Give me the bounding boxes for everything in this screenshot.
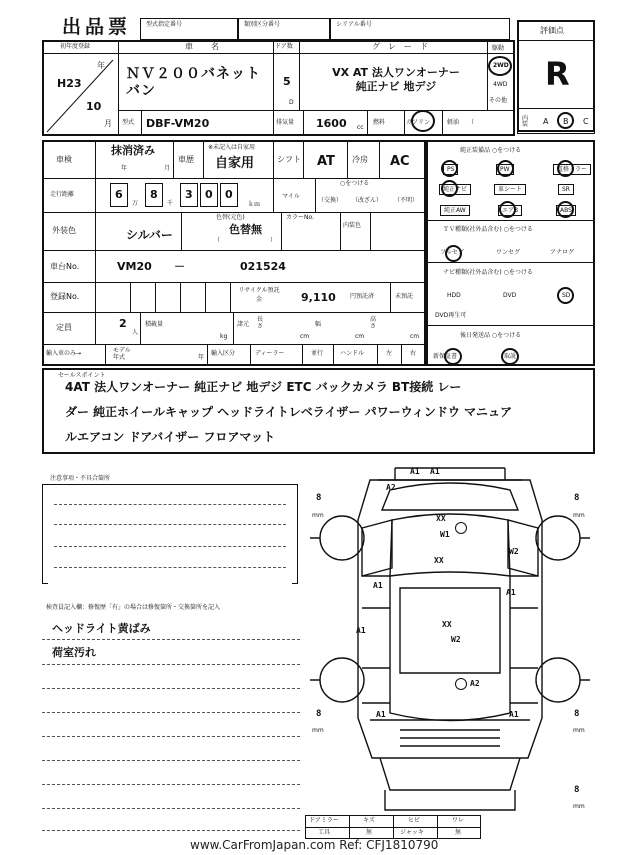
tv-oneseg: ワンセグ — [496, 249, 521, 256]
serial-number-label: シリアル番号 — [336, 21, 372, 28]
footer-jack: ジャッキ — [400, 829, 424, 836]
shift-label: シフト — [277, 155, 301, 164]
color-label: 外装色 — [52, 226, 76, 235]
equip-ps: PS — [443, 164, 458, 175]
recycle-unpaid: 未預託 — [395, 293, 414, 300]
mileage-digit-2-value: 8 — [150, 188, 158, 201]
ac-label: 冷房 — [352, 155, 368, 164]
color-value: シルバー — [126, 228, 173, 242]
interior-a: A — [543, 117, 549, 126]
inspection-month: 月 — [164, 165, 171, 172]
tread-spare-mm: mm — [573, 803, 585, 810]
tv-fullseg-circle — [445, 245, 462, 262]
mileage-digit-4-value: 0 — [205, 188, 213, 201]
grade-value: VX AT 法人ワンオーナー 純正ナビ 地デジ — [332, 66, 460, 93]
type-label: 型式 — [122, 119, 135, 126]
color-no-label: カラーNo. — [286, 214, 314, 221]
dims-label: 諸元 — [237, 321, 250, 328]
sales-line-2: ダー 純正ホイールキャップ ヘッドライトレベライザー パワーウィンドウ マニュア — [65, 405, 513, 419]
mark-front-circle — [455, 522, 467, 534]
footer-chip: ワレ — [452, 817, 465, 824]
cc-unit: cc — [357, 124, 364, 131]
sales-title: セールスポイント — [58, 372, 106, 379]
tread-fl: 8 — [316, 493, 322, 503]
equip-pw: PW — [496, 164, 514, 175]
mark-w1: W1 — [440, 530, 450, 539]
interior-b: B — [563, 117, 569, 126]
inspection-year: 年 — [121, 165, 128, 172]
mark-a2-rear: A2 — [470, 679, 480, 688]
mileage-digit-3-value: 3 — [185, 188, 193, 201]
inspector-title: 検査員記入欄：修復歴「有」の場合は修復箇所・交換箇所を記入 — [46, 604, 221, 611]
drive-2wd-circle — [488, 56, 512, 76]
equip-mirror-circle — [557, 160, 574, 177]
inspector-line-1: ヘッドライト黄ばみ — [52, 622, 151, 635]
mark-xx-2: XX — [434, 556, 444, 565]
fuel-light-oil: 軽油 — [447, 119, 460, 126]
class-number-label: 類別区分番号 — [244, 21, 281, 28]
footer-scratch: キズ — [363, 817, 375, 824]
car-diagram — [300, 458, 600, 818]
load-label: 積載量 — [145, 321, 164, 328]
mileage-mile: マイル — [282, 193, 300, 200]
mark-a1-left-2: A1 — [356, 626, 366, 635]
equip-navi-circle — [441, 180, 458, 197]
dims-width: 幅 — [315, 321, 322, 328]
chassis-number: 021524 — [240, 260, 286, 273]
import-label: 輸入車のみ→ — [46, 350, 82, 357]
drive-other: その他 — [489, 97, 508, 104]
drive-label: 駆動 — [492, 45, 505, 52]
sales-line-1: 4AT 法人ワンオーナー 純正ナビ 地デジ ETC バックカメラ BT接続 レー — [65, 380, 462, 394]
tv-title: ＴＶ種類(社外品含む) ○をつける — [443, 226, 533, 233]
tread-fr: 8 — [574, 493, 580, 503]
mileage-opt-tampered: （改ざん） — [352, 197, 383, 204]
recycle-amount: 9,110 — [301, 291, 336, 304]
interior-color-label: 内装色 — [343, 222, 362, 229]
fuel-gasoline: ガソリン — [406, 119, 431, 126]
equip-leather: 革シート — [494, 184, 526, 195]
dvd-play: DVD再生可 — [435, 312, 467, 319]
later-manual: 取説 — [504, 353, 517, 360]
tread-spare: 8 — [574, 785, 580, 795]
notes-bracket-bottom-r — [292, 580, 298, 584]
mark-xx-1: XX — [436, 514, 446, 523]
fuel-gasoline-circle — [411, 110, 435, 132]
type-value: DBF-VM20 — [146, 117, 210, 130]
equip-abs: ABS — [556, 205, 576, 216]
recycle-label: リサイクル預託金 — [238, 287, 280, 303]
notes-title: 注意事項・不具合箇所 — [50, 475, 111, 482]
reg-month: 10 — [86, 100, 102, 113]
footer-tool: 工具 — [318, 829, 331, 836]
capacity-value: 2 — [119, 317, 127, 330]
usage-note: ※未記入は自家用 — [208, 144, 256, 151]
ac-value: AC — [390, 154, 410, 169]
equip-aw: 純正AW — [440, 205, 470, 216]
mileage-km-unit: ｋｍ — [248, 201, 261, 208]
drive-2wd: 2WD — [493, 62, 509, 69]
equip-pw-circle — [497, 160, 514, 177]
tread-rl-mm: mm — [312, 727, 324, 734]
reg-no-label: 登録No. — [50, 292, 80, 301]
name-label: 車名 — [185, 42, 237, 51]
equip-airbag: エアB — [498, 205, 522, 216]
navi-dvd: DVD — [503, 292, 517, 299]
equip-navi: 純正ナビ — [439, 184, 471, 195]
tread-fl-mm: mm — [312, 512, 324, 519]
mark-a1-left-1: A1 — [373, 581, 383, 590]
dims-height-cm: cm — [410, 333, 420, 340]
notes-bracket-bottom — [42, 580, 48, 584]
import-year-unit: 年 — [198, 354, 205, 361]
mark-a1-rear-right: A1 — [509, 710, 519, 719]
grade-label: グレード — [372, 42, 436, 51]
later-warranty-circle — [444, 348, 462, 365]
tread-rl: 8 — [316, 709, 322, 719]
door-count: 5 — [283, 75, 291, 88]
tread-fr-mm: mm — [573, 512, 585, 519]
doors-label: ドア数 — [275, 43, 293, 50]
footer-jack-none: 無 — [455, 829, 462, 836]
displacement-value: 1600 — [316, 117, 347, 130]
mark-xx-3: XX — [442, 620, 452, 629]
color-paren-open: （ — [214, 237, 221, 244]
tread-rr: 8 — [574, 709, 580, 719]
equip-sunroof: SR — [558, 184, 574, 195]
door-suffix: D — [289, 99, 294, 106]
navi-sd-circle — [557, 287, 574, 304]
mileage-opt-unknown: （不明） — [394, 197, 419, 204]
footer-crack: ヒビ — [408, 817, 421, 824]
mark-w2-center: W2 — [451, 635, 461, 644]
fuel-label: 燃料 — [373, 119, 386, 126]
dims-width-cm: cm — [355, 333, 365, 340]
equip-abs-circle — [557, 201, 574, 218]
import-dealer: ディーラー — [255, 350, 285, 357]
model-code-label: 型式指定番号 — [146, 21, 183, 28]
mark-a1-top-1: A1 — [410, 467, 420, 476]
mark-a1-top-2: A1 — [430, 467, 440, 476]
footer-tool-none: 無 — [366, 829, 373, 836]
import-right: 右 — [410, 350, 417, 357]
mileage-label: 走行距離 — [50, 191, 75, 198]
dims-height: 高さ — [370, 316, 377, 330]
later-warranty: 新保証書 — [433, 353, 458, 360]
navi-hdd: HDD — [447, 292, 461, 299]
inspection-value: 抹消済み — [111, 144, 155, 157]
import-category: 輸入区分 — [211, 350, 236, 357]
mileage-digit-5-value: 0 — [225, 188, 233, 201]
equip-ps-circle — [441, 160, 458, 177]
chassis-dash: － — [174, 260, 185, 273]
inspector-line-2: 荷室汚れ — [52, 646, 96, 659]
color-change-label: 色替(元色) — [216, 214, 245, 221]
navi-sd: SD — [562, 292, 571, 299]
load-kg: kg — [220, 333, 228, 340]
score-label: 評価点 — [540, 26, 564, 35]
year-unit: 年 — [97, 61, 105, 70]
mark-a2-top: A2 — [386, 483, 396, 492]
fuel-light-oil-paren: （ — [468, 119, 475, 126]
equip-title: 純正装備品 ○をつける — [460, 147, 522, 154]
color-paren-close: ） — [270, 237, 277, 244]
interior-label: 内装 — [522, 115, 529, 128]
import-parallel: 並行 — [311, 350, 324, 357]
dims-length: 長さ — [257, 316, 264, 330]
chassis-label: 車台No. — [50, 262, 80, 271]
drive-4wd: 4WD — [493, 81, 508, 88]
displacement-label: 排気量 — [276, 119, 295, 126]
interior-c: C — [583, 117, 589, 126]
score-value: R — [545, 55, 570, 93]
capacity-label: 定員 — [56, 323, 72, 332]
usage-value: 自家用 — [215, 156, 255, 171]
watermark: www.CarFromJapan.com Ref: CFJ1810790 — [190, 838, 439, 852]
mark-rear-circle — [455, 678, 467, 690]
detail-table — [42, 140, 426, 366]
navi-title: ナビ種類(社外品含む) ○をつける — [443, 269, 533, 276]
mileage-man-unit: 万 — [132, 200, 139, 207]
equip-mirror: 電格ミラー — [553, 164, 591, 175]
mileage-opt-exchange: （交換） — [318, 197, 343, 204]
mileage-circle-note: ○をつける — [340, 180, 370, 187]
era-year: H23 — [57, 77, 82, 90]
color-change-value: 色替無 — [229, 223, 262, 236]
inspection-label: 車検 — [56, 155, 72, 164]
mark-a1-right: A1 — [506, 588, 516, 597]
recycle-paid: 円預託済 — [350, 293, 375, 300]
notes-bracket — [42, 484, 298, 584]
month-unit: 月 — [104, 119, 112, 128]
chassis-prefix: VM20 — [117, 260, 152, 273]
import-left: 左 — [386, 350, 393, 357]
notes-bracket-right — [292, 484, 298, 584]
footer-mirror: ドアミラー — [309, 817, 339, 824]
shift-value: AT — [317, 154, 335, 169]
mileage-sen-unit: 千 — [167, 200, 174, 207]
tread-rr-mm: mm — [573, 727, 585, 734]
equip-airbag-circle — [499, 201, 516, 218]
later-title: 後日発送品 ○をつける — [460, 332, 522, 339]
tv-analog: アナログ — [550, 249, 575, 256]
dims-length-cm: cm — [300, 333, 310, 340]
capacity-unit: 人 — [132, 329, 139, 336]
import-model-year: モデル年式 — [113, 347, 131, 361]
sales-line-3: ルエアコン ドアバイザー フロアマット — [65, 430, 275, 444]
page-title: 出品票 — [62, 16, 132, 38]
mileage-digit-1-value: 6 — [115, 188, 123, 201]
tv-fullseg: フルセグ — [440, 249, 464, 256]
car-name: ＮＶ２００バネットバン — [126, 66, 261, 99]
mark-a1-rear-left: A1 — [376, 710, 386, 719]
interior-b-circle — [557, 112, 574, 129]
later-manual-circle — [501, 348, 519, 365]
mark-w2-right: W2 — [509, 547, 519, 556]
import-handle: ハンドル — [340, 350, 365, 357]
first-reg-label: 初年度登録 — [60, 43, 91, 50]
usage-label: 車歴 — [178, 155, 194, 164]
